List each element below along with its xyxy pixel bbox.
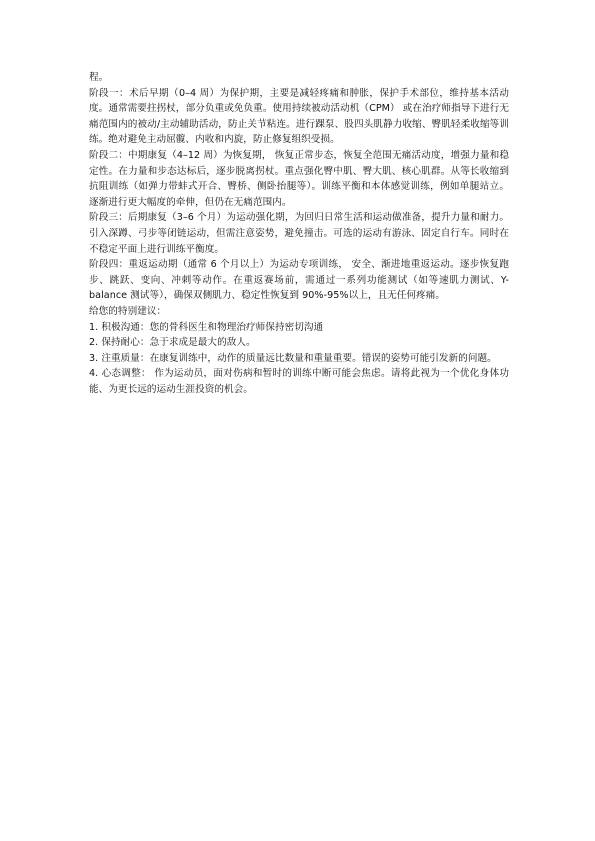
continuation-text: 程。 [89, 72, 109, 83]
advice-item-quality: 3. 注重质量：在康复训练中，动作的质量远比数量和重量重要。错误的姿势可能引发新的问题。 [89, 352, 497, 364]
stage-one-paragraph: 阶段一：术后早期（0–4 周）为保护期，主要是减轻疼痛和肿胀，保护手术部位，维持基本活动度。通常需要拄拐杖，部分负重或免负重。使用持续被动活动机（CPM） 或在治疗师指导下进行无痛范围内的被动/主动辅助活动，防止关节粘连。进行踝泵、股四头肌静力收缩、臀肌轻柔收缩等训练。绝对避免主动屈髋、内收和内旋，防止修复组织受损。 [89, 87, 509, 146]
document-body [89, 70, 509, 397]
stage-three-paragraph: 阶段三：后期康复（3–6 个月）为运动强化期，为回归日常生活和运动做准备，提升力量和耐力。引入深蹲、弓步等闭链运动，但需注意姿势，避免撞击。可选的运动有游泳、固定自行车。同时在不稳定平面上进行训练平衡度。 [89, 212, 509, 255]
advice-heading: 给您的特别建议： [89, 305, 167, 317]
advice-item-patience: 2. 保持耐心：急于求成是最大的敌人。 [89, 337, 256, 349]
stage-four-paragraph: 阶段四：重返运动期（通常 6 个月以上）为运动专项训练， 安全、渐进地重返运动。逐步恢复跑步、跳跃、变向、冲刺等动作。在重返赛场前，需通过一系列功能测试（如等速肌力测试、Y-balance 测试等），确保双侧肌力、稳定性恢复到 90%-95%以上，且无任何疼痛。 [89, 259, 509, 302]
advice-list [89, 320, 509, 398]
advice-item-communication: 1. 积极沟通：您的骨科医生和物理治疗师保持密切沟通 [89, 321, 324, 333]
advice-item-mindset: 4. 心态调整： 作为运动员，面对伤病和暂时的训练中断可能会焦虑。请将此视为一个优化身体功能、为更长远的运动生涯投资的机会。 [89, 368, 509, 395]
stage-two-paragraph: 阶段二：中期康复（4–12 周）为恢复期， 恢复正常步态，恢复全范围无痛活动度，增强力量和稳定性。在力量和步态达标后，逐步脱离拐杖。重点强化臀中肌、臀大肌、核心肌群。从等长收缩到抗阻训练（如弹力带蚌式开合、臀桥、侧卧抬腿等）。训练平衡和本体感觉训练，例如单腿站立。 逐渐进行更大幅度的牵伸，但仍在无痛范围内。 [89, 149, 509, 208]
